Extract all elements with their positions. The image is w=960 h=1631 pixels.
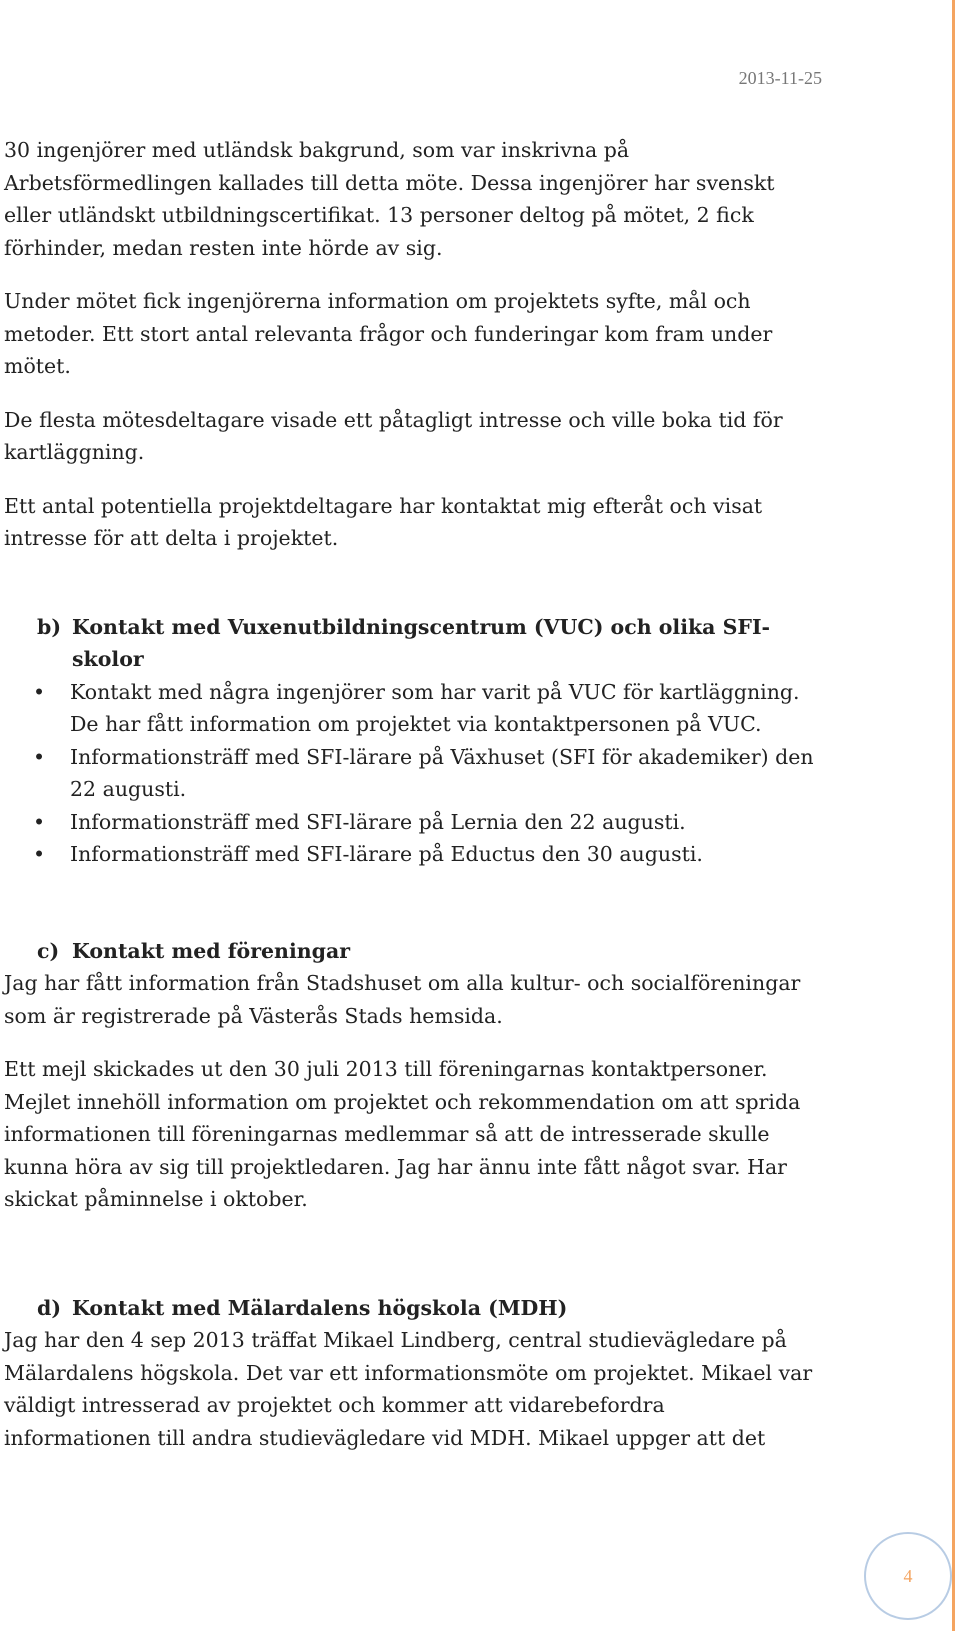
section-b-bullet-list (4, 676, 814, 871)
page-number-badge (864, 1532, 952, 1620)
section-d-heading (4, 1292, 814, 1325)
intro-paragraph-4: Ett antal potentiella projektdeltagare har kontaktat mig efteråt och visat intresse för att delta i projektet. (4, 493, 763, 550)
section-d-title: Kontakt med Mälardalens högskola (MDH) (72, 1295, 568, 1320)
bullet-icon: • (33, 744, 46, 769)
list-item (33, 676, 814, 741)
section-d-paragraph-1: Jag har den 4 sep 2013 träffat Mikael Lindberg, central studievägledare på Mälardalens högskola. Det var ett informationsmöte om projektet. Mikael var väldigt intresserad av projektet och kommer att vidarebefordra informationen till andra studievägledare vid MDH. Mikael uppger att det (4, 1328, 813, 1450)
section-b-heading (4, 611, 814, 676)
section-c-heading (4, 935, 814, 968)
list-item-text: Kontakt med några ingenjörer som har varit på VUC för kartläggning. De har fått information om projektet via kontaktpersonen på VUC. (70, 679, 800, 736)
list-item (33, 741, 814, 806)
section-c-label: c) (37, 938, 60, 963)
section-c-paragraph-2: Ett mejl skickades ut den 30 juli 2013 till föreningarnas kontaktpersoner. Mejlet innehöll information om projektet och rekommendation om att sprida informationen till föreningarnas medlemmar så att de intresserade skulle kunna höra av sig till projektledaren. Jag har ännu inte fått något svar. Har skickat påminnelse i oktober. (4, 1057, 801, 1211)
list-item-text: Informationsträff med SFI-lärare på Växhuset (SFI för akademiker) den 22 augusti. (70, 744, 814, 801)
section-c-title: Kontakt med föreningar (72, 938, 351, 963)
document-body (4, 134, 814, 1475)
page-right-border (952, 0, 955, 1631)
list-item (33, 838, 814, 871)
bullet-icon: • (33, 679, 46, 704)
section-c-paragraph-1: Jag har fått information från Stadshuset om alla kultur- och socialföreningar som är registrerade på Västerås Stads hemsida. (4, 971, 801, 1028)
section-b-title: Kontakt med Vuxenutbildningscentrum (VUC) och olika SFI-skolor (72, 614, 771, 671)
page-number: 4 (903, 1565, 913, 1586)
section-d-label: d) (37, 1295, 62, 1320)
header-date: 2013-11-25 (738, 68, 822, 88)
intro-paragraph-3: De flesta mötesdeltagare visade ett påtagligt intresse och ville boka tid för kartläggning. (4, 407, 783, 464)
bullet-icon: • (33, 842, 46, 866)
list-item-text: Informationsträff med SFI-lärare på Lernia den 22 augusti. (70, 809, 686, 834)
bullet-icon: • (33, 809, 46, 834)
list-item (33, 806, 814, 839)
section-b-label: b) (37, 614, 62, 639)
intro-paragraph-1: 30 ingenjörer med utländsk bakgrund, som var inskrivna på Arbetsförmedlingen kallades till detta möte. Dessa ingenjörer har svenskt eller utländskt utbildningscertifikat. 13 personer deltog på mötet, 2 fick förhinder, medan resten inte hörde av sig. (4, 138, 775, 260)
list-item-text: Informationsträff med SFI-lärare på Eductus den 30 augusti. (70, 842, 703, 866)
intro-paragraph-2: Under mötet fick ingenjörerna information om projektets syfte, mål och metoder. Ett stort antal relevanta frågor och funderingar kom fram under mötet. (4, 289, 773, 378)
